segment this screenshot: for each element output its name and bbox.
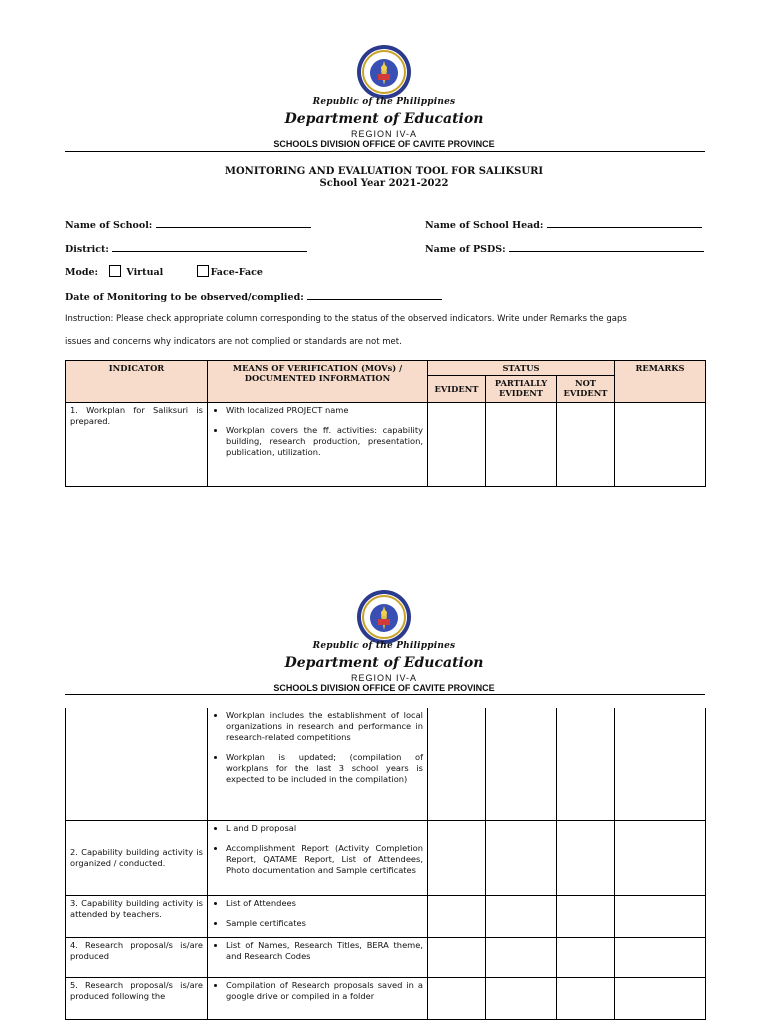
partially-evident-header: PARTIALLY EVIDENT	[486, 376, 557, 403]
evaluation-table-continued	[65, 708, 706, 1020]
remarks-cell[interactable]	[615, 937, 706, 977]
remarks-cell[interactable]	[615, 403, 706, 487]
mov-item: • With localized PROJECT name	[226, 405, 423, 416]
instruction-line-2: issues and concerns why indicators are not complied or standards are not met.	[65, 337, 402, 347]
not-evident-cell[interactable]	[557, 895, 615, 937]
republic-text: Republic of the Philippines	[312, 641, 456, 651]
partially-evident-cell[interactable]	[486, 895, 557, 937]
school-head-label: Name of School Head:	[425, 220, 544, 231]
movs-cell	[208, 403, 428, 487]
indicator-cell: 5. Research proposal/s is/are produced following the	[66, 977, 208, 1019]
evident-cell[interactable]	[428, 895, 486, 937]
remarks-cell[interactable]	[615, 977, 706, 1019]
indicator-cell: 2. Capability building activity is organized / conducted.	[66, 820, 208, 895]
means-header: MEANS OF VERIFICATION (MOVs) / DOCUMENTED INFORMATION	[208, 361, 428, 403]
school-name-field	[65, 218, 311, 231]
remarks-header: REMARKS	[615, 361, 706, 403]
psds-field	[425, 242, 704, 255]
psds-label: Name of PSDS:	[425, 244, 506, 255]
partially-evident-cell[interactable]	[486, 977, 557, 1019]
mov-item: • Workplan covers the ff. activities: capability building, research production, presentation, publication, utilization.	[226, 425, 423, 458]
deped-seal-icon	[356, 589, 412, 645]
page-2	[0, 545, 768, 1024]
psds-blank[interactable]	[509, 242, 704, 252]
division-text: SCHOOLS DIVISION OFFICE OF CAVITE PROVINCE	[273, 139, 495, 149]
department-title: Department of Education	[284, 111, 484, 127]
indicator-cell: 1. Workplan for Saliksuri is prepared.	[66, 403, 208, 487]
deped-seal-icon	[356, 44, 412, 100]
status-header: STATUS	[428, 361, 615, 376]
instruction-line-1: Instruction: Please check appropriate column corresponding to the status of the observed indicators. Write under Remarks the gaps	[65, 314, 627, 324]
virtual-label: Virtual	[126, 267, 164, 278]
evident-cell[interactable]	[428, 937, 486, 977]
school-year: School Year 2021-2022	[319, 178, 449, 189]
indicator-cell: 4. Research proposal/s is/are produced	[66, 937, 208, 977]
evident-header: EVIDENT	[428, 376, 486, 403]
header-divider	[65, 151, 705, 152]
republic-text: Republic of the Philippines	[312, 97, 456, 107]
evident-cell[interactable]	[428, 820, 486, 895]
monitoring-date-blank[interactable]	[307, 290, 442, 300]
tool-title: MONITORING AND EVALUATION TOOL FOR SALIKSURI	[224, 166, 544, 177]
virtual-checkbox[interactable]	[109, 265, 121, 277]
movs-cell	[208, 820, 428, 895]
monitoring-date-field	[65, 290, 442, 303]
school-head-blank[interactable]	[547, 218, 702, 228]
indicator-cell	[66, 708, 208, 820]
partially-evident-cell[interactable]	[486, 708, 557, 820]
not-evident-cell[interactable]	[557, 937, 615, 977]
mov-item: • Sample certificates	[226, 918, 423, 929]
mov-item: • L and D proposal	[226, 823, 423, 834]
movs-cell	[208, 708, 428, 820]
indicator-header: INDICATOR	[66, 361, 208, 403]
partially-evident-cell[interactable]	[486, 403, 557, 487]
partially-evident-cell[interactable]	[486, 937, 557, 977]
table-row	[66, 895, 706, 937]
mov-item: • Workplan is updated; (compilation of workplans for the last 3 school years is expected to be included in the compilation)	[226, 752, 423, 785]
mov-item: • Compilation of Research proposals saved in a google drive or compiled in a folder	[226, 980, 423, 1002]
movs-cell	[208, 977, 428, 1019]
page-gap	[0, 530, 768, 545]
movs-cell	[208, 937, 428, 977]
header-divider	[65, 694, 705, 695]
table-row	[66, 937, 706, 977]
indicator-cell: 3. Capability building activity is attended by teachers.	[66, 895, 208, 937]
mode-label: Mode:	[65, 267, 99, 278]
district-label: District:	[65, 244, 109, 255]
evident-cell[interactable]	[428, 708, 486, 820]
partially-evident-cell[interactable]	[486, 820, 557, 895]
region-text: REGION IV-A	[350, 129, 417, 139]
mov-item: • List of Attendees	[226, 898, 423, 909]
district-field	[65, 242, 307, 255]
evaluation-table	[65, 360, 706, 487]
not-evident-cell[interactable]	[557, 977, 615, 1019]
department-title: Department of Education	[284, 655, 484, 671]
school-name-blank[interactable]	[156, 218, 311, 228]
remarks-cell[interactable]	[615, 708, 706, 820]
not-evident-cell[interactable]	[557, 708, 615, 820]
region-text: REGION IV-A	[350, 673, 417, 683]
mov-item: • Accomplishment Report (Activity Completion Report, QATAME Report, List of Attendees, Photo documentation and Sample certificates	[226, 843, 423, 876]
face-to-face-checkbox[interactable]	[197, 265, 209, 277]
remarks-cell[interactable]	[615, 820, 706, 895]
face-to-face-label: Face-Face	[210, 267, 263, 278]
district-blank[interactable]	[112, 242, 307, 252]
not-evident-cell[interactable]	[557, 820, 615, 895]
movs-cell	[208, 895, 428, 937]
table-row	[66, 820, 706, 895]
remarks-cell[interactable]	[615, 895, 706, 937]
evident-cell[interactable]	[428, 403, 486, 487]
not-evident-cell[interactable]	[557, 403, 615, 487]
mov-item: • Workplan includes the establishment of local organizations in research and performance in research-related competitions	[226, 710, 423, 743]
evident-cell[interactable]	[428, 977, 486, 1019]
mode-field	[65, 265, 263, 278]
table-row	[66, 403, 706, 487]
division-text: SCHOOLS DIVISION OFFICE OF CAVITE PROVINCE	[273, 683, 495, 693]
school-name-label: Name of School:	[65, 220, 153, 231]
mov-item: • List of Names, Research Titles, BERA theme, and Research Codes	[226, 940, 423, 962]
monitoring-date-label: Date of Monitoring to be observed/complied:	[65, 292, 304, 303]
school-head-field	[425, 218, 702, 231]
table-row	[66, 708, 706, 820]
not-evident-header: NOT EVIDENT	[557, 376, 615, 403]
table-row	[66, 977, 706, 1019]
